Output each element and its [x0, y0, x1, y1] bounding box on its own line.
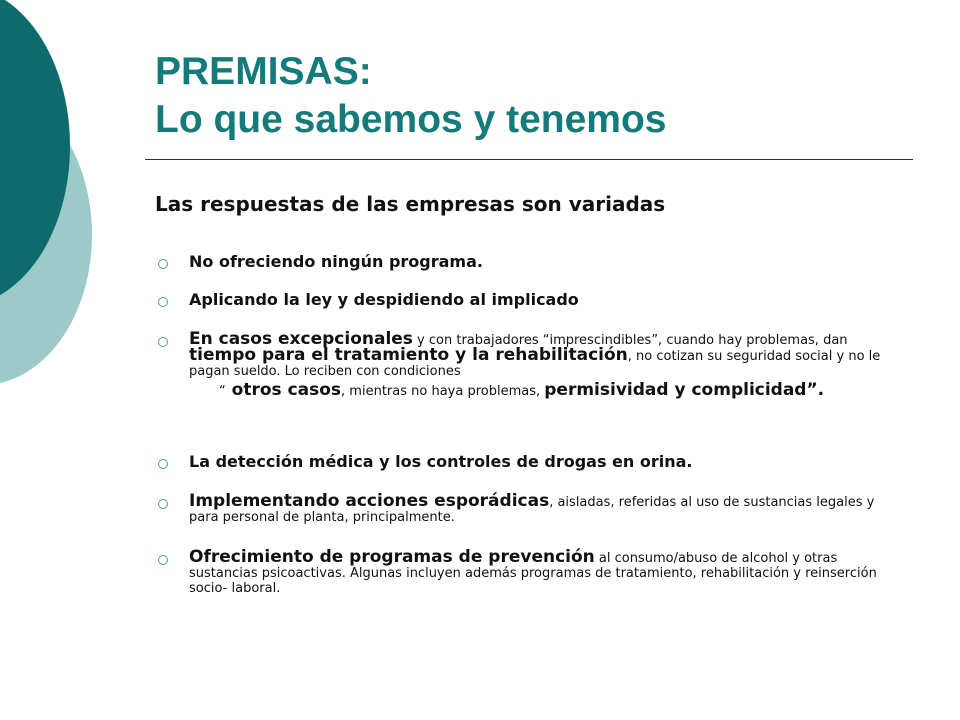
bullet-icon [158, 259, 168, 269]
bullet-plain: , mientras no haya problemas, [341, 384, 545, 399]
title-divider [145, 159, 913, 160]
bullet-plain: al consumo/abuso de alcohol y otras sustancias psicoactivas. Algunas incluyen además programas de tratamiento, rehabilitación y reinserción socio- laboral. [189, 551, 877, 596]
bullet-emphasis: permisividad y complicidad”. [544, 380, 825, 400]
bullet-text: La detección médica y los controles de drogas en orina. [189, 452, 693, 471]
bullet-icon [158, 499, 168, 509]
bullet-text: Aplicando la ley y despidiendo al implicado [189, 290, 579, 309]
title-line-1: PREMISAS: [155, 50, 372, 93]
bullet-plain: y con trabajadores “imprescindibles”, cuando hay problemas, dan [412, 333, 848, 348]
bullet-text [189, 547, 894, 596]
bullet-text [189, 491, 894, 525]
bullet-text [189, 329, 894, 400]
bullet-continuation [189, 380, 894, 400]
bullet-emphasis: otros casos [225, 380, 342, 400]
bullet-icon [158, 297, 168, 307]
bullet-plain: , no cotizan su seguridad social y no le pagan sueldo. Lo reciben con condiciones [189, 349, 881, 379]
bullet-text: No ofreciendo ningún programa. [189, 252, 483, 271]
bullet-plain: , aisladas, referidas al uso de sustancias legales y para personal de planta, principalmente. [189, 495, 875, 525]
title-line-2: Lo que sabemos y tenemos [155, 98, 667, 141]
bullet-emphasis: Implementando acciones esporádicas [189, 491, 550, 511]
bullet-emphasis: En casos excepcionales [189, 329, 413, 349]
bullet-icon [158, 337, 168, 347]
bullet-plain: “ [219, 384, 226, 399]
bullet-emphasis: tiempo para el tratamiento y la rehabilitación [189, 345, 628, 365]
slide-subtitle: Las respuestas de las empresas son variadas [155, 192, 666, 216]
bullet-icon [158, 555, 168, 565]
bullet-icon [158, 459, 168, 469]
bullet-emphasis: Ofrecimiento de programas de prevención [189, 547, 595, 567]
slide-title [155, 48, 666, 144]
